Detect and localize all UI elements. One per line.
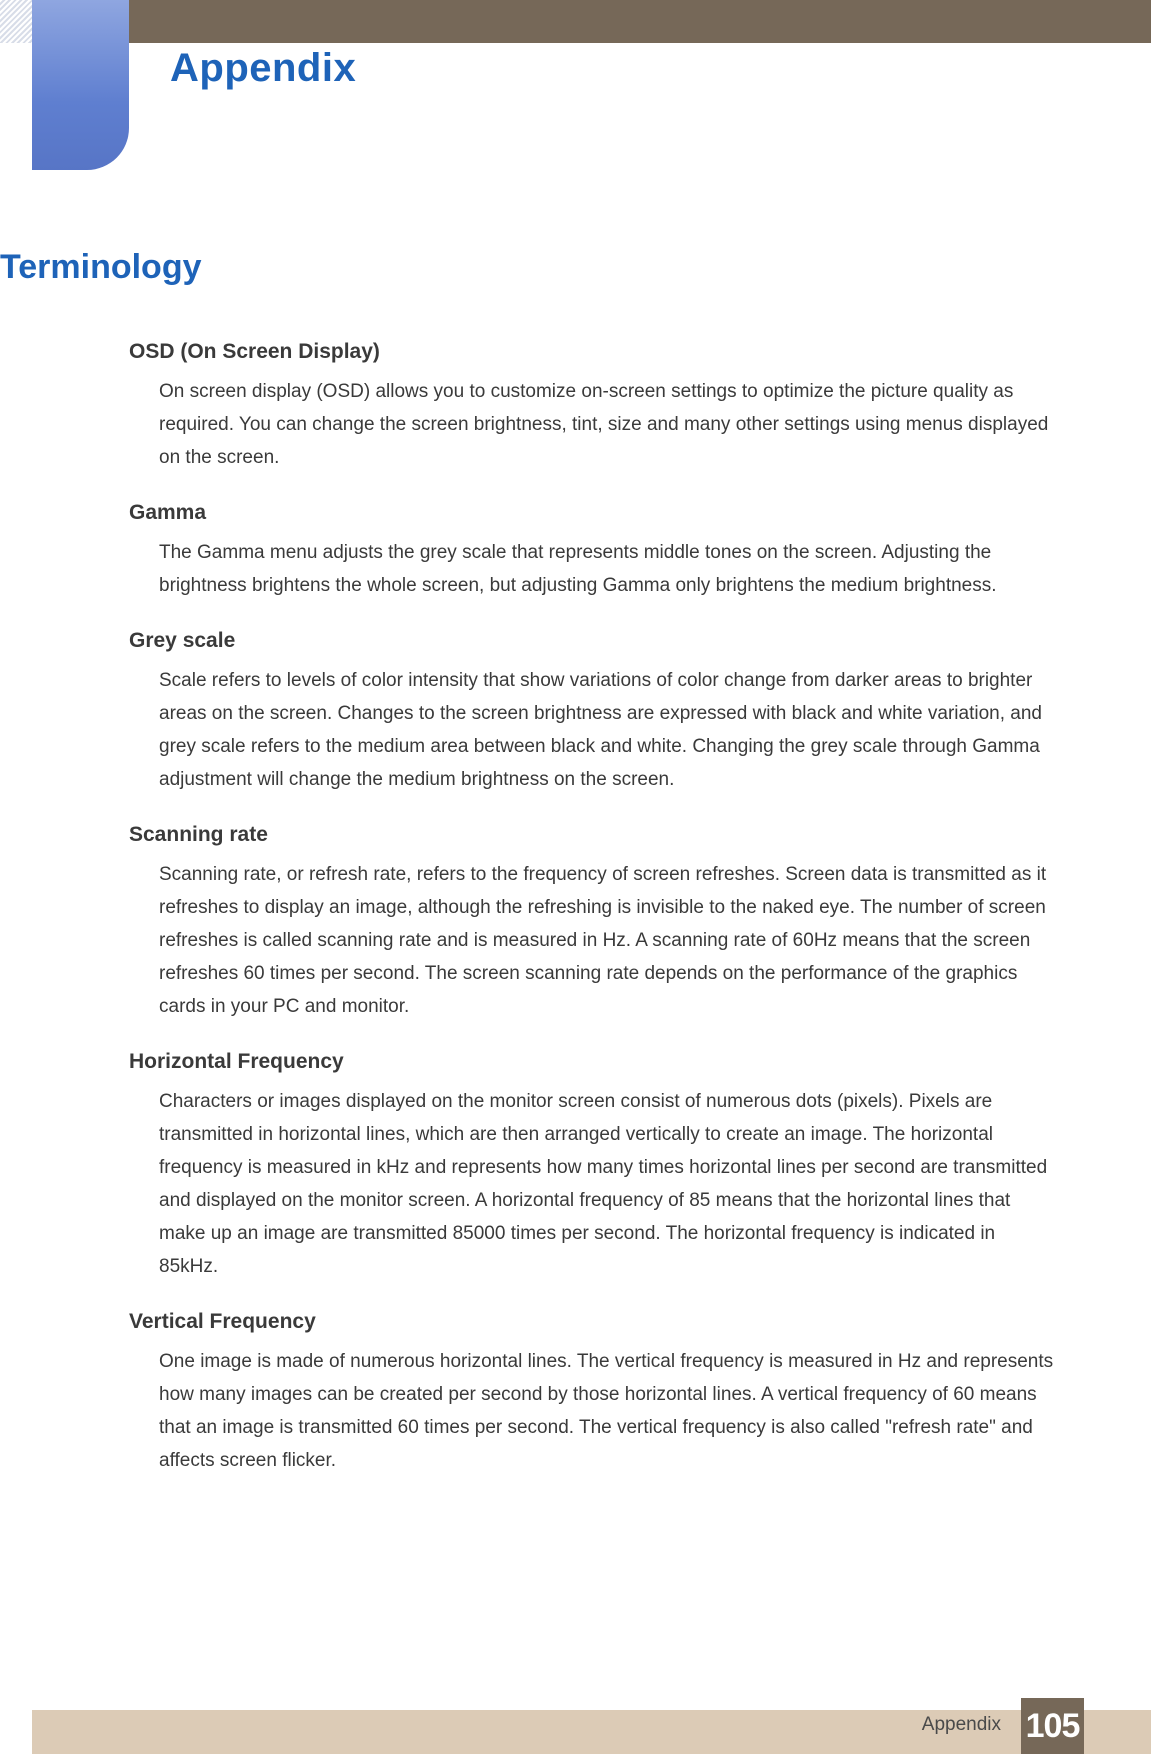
section-title: Terminology: [0, 248, 202, 286]
term-grey-scale: [129, 629, 1059, 796]
term-vertical-frequency: [129, 1310, 1059, 1477]
term-heading: Gamma: [129, 501, 207, 524]
header-bar: [0, 0, 1151, 43]
term-heading: OSD (On Screen Display): [129, 340, 380, 363]
term-osd: [129, 340, 1059, 474]
term-scanning-rate: [129, 823, 1059, 1023]
term-heading: Horizontal Frequency: [129, 1050, 344, 1073]
term-body: Scanning rate, or refresh rate, refers to the frequency of screen refreshes. Screen data is transmitted as it refreshes to display an image, although the refreshing is invisible to the naked eye. The number of screen refreshes is called scanning rate and is measured in Hz. A scanning rate of 60Hz means that the screen refreshes 60 times per second. The screen scanning rate depends on the performance of the graphics cards in your PC and monitor.: [159, 864, 1047, 1017]
term-heading: Grey scale: [129, 629, 236, 652]
terminology-list: [129, 340, 1059, 1504]
footer-section-label: Appendix: [921, 1714, 1001, 1735]
term-body: Characters or images displayed on the monitor screen consist of numerous dots (pixels). Pixels are transmitted in horizontal lines, which are then arranged vertically to create an image. The horizontal frequency is measured in kHz and represents how many times horizontal lines per second are transmitted and displayed on the monitor screen. A horizontal frequency of 85 means that the horizontal lines that make up an image are transmitted 85000 times per second. The horizontal frequency is indicated in 85kHz.: [159, 1091, 1048, 1277]
term-body: One image is made of numerous horizontal lines. The vertical frequency is measured in Hz and represents how many images can be created per second by those horizontal lines. A vertical frequency of 60 means that an image is transmitted 60 times per second. The vertical frequency is also called "refresh rate" and affects screen flicker.: [159, 1351, 1054, 1471]
term-body: The Gamma menu adjusts the grey scale that represents middle tones on the screen. Adjusting the brightness brightens the whole screen, but adjusting Gamma only brightens the medium brightness.: [159, 542, 997, 596]
term-body: On screen display (OSD) allows you to customize on-screen settings to optimize the picture quality as required. You can change the screen brightness, tint, size and many other settings using menus displayed on the screen.: [159, 381, 1049, 468]
term-heading: Scanning rate: [129, 823, 268, 846]
term-horizontal-frequency: [129, 1050, 1059, 1283]
term-heading: Vertical Frequency: [129, 1310, 316, 1333]
chapter-title: Appendix: [170, 46, 357, 90]
header-hatch-decoration: [0, 0, 32, 43]
page-number: 105: [1021, 1698, 1084, 1754]
term-gamma: [129, 501, 1059, 602]
term-body: Scale refers to levels of color intensity that show variations of color change from darker areas to brighter areas on the screen. Changes to the screen brightness are expressed with black and white variation, and grey scale refers to the medium area between black and white. Changing the grey scale through Gamma adjustment will change the medium brightness on the screen.: [159, 670, 1042, 790]
chapter-tab-decoration: [32, 0, 129, 170]
